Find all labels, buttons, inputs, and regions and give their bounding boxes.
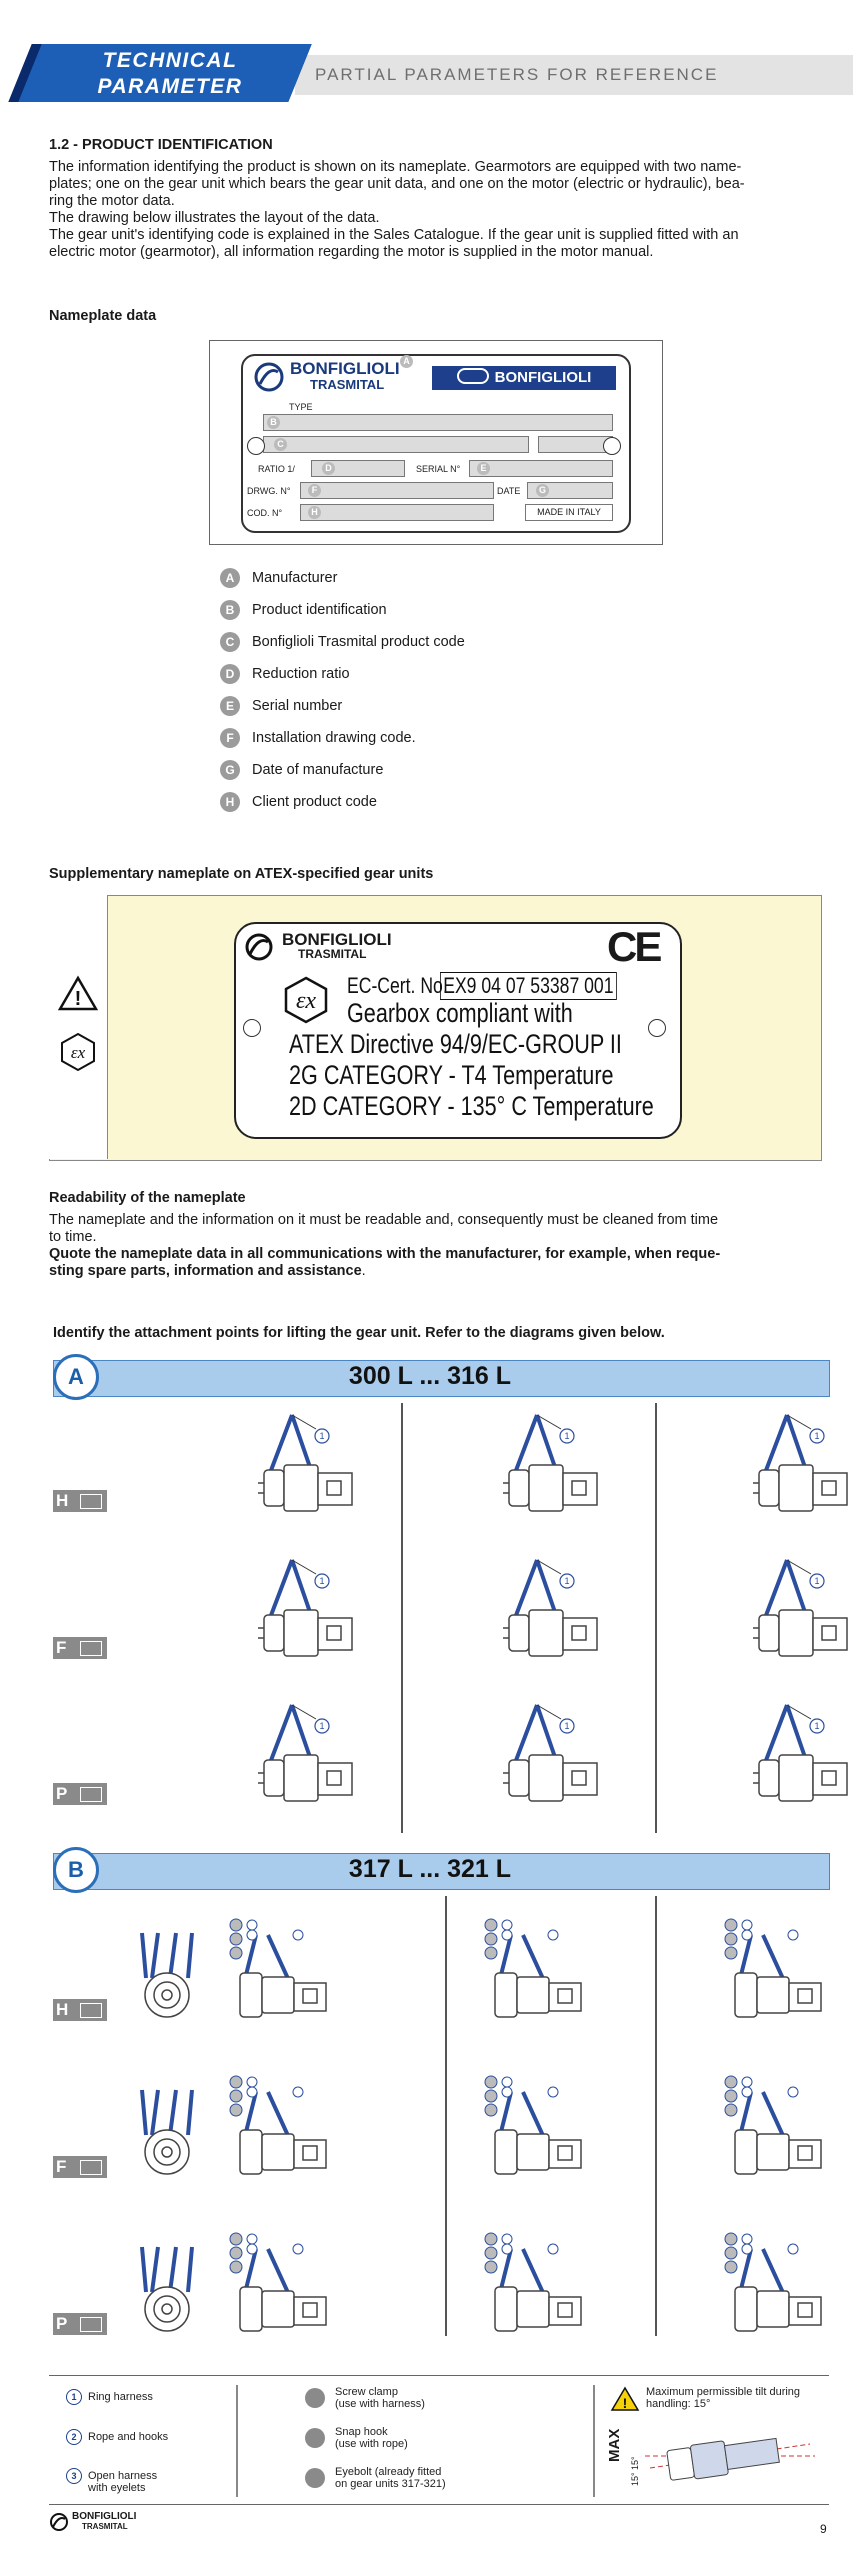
nameplate-letter-a: A (400, 355, 413, 368)
legend-row (220, 754, 465, 786)
identification-line: The gear unit's identifying code is explained in the Sales Catalogue. If the gear unit is supplied fitted with an (49, 227, 739, 243)
legend-badge: B (220, 600, 240, 620)
field-c2 (538, 436, 613, 453)
brand-rings-icon (457, 368, 489, 384)
cert-label: EC-Cert. No. (347, 973, 448, 998)
warning-mark: ! (622, 2395, 628, 2411)
footer-open-line1: Open harness (88, 2470, 158, 2482)
page-number: 9 (820, 2522, 827, 2536)
header-title-line2: PARAMETER (97, 75, 243, 98)
letter-b: B (267, 416, 280, 429)
tilted-gear-icon (640, 2428, 820, 2483)
callout-number: 1 (564, 1431, 570, 1441)
tilt-angle-a: 15° (630, 2456, 640, 2470)
nameplate-brand-text: BONFIGLIOLI (494, 369, 592, 386)
footer-tilt-line2: handling: 15° (646, 2398, 711, 2410)
mounting-hole-left (243, 1019, 261, 1037)
field-f (300, 482, 494, 499)
field-h (300, 504, 494, 521)
section-a-title: 300 L ... 316 L (348, 1362, 512, 1390)
identification-line: plates; one on the gear unit which bears the gear unit data, and one on the motor (electric or hydraulic), bea- (49, 176, 745, 192)
callout-number: 1 (319, 1431, 325, 1441)
gear-diagram-f-3 (753, 1560, 847, 1656)
field-b (263, 414, 613, 431)
readability-bold (49, 1246, 839, 1280)
gear-diagram-f-1 (230, 2076, 326, 2174)
callout-number: 1 (814, 1576, 820, 1586)
gear-diagram-h-1 (230, 1919, 326, 2017)
tilt-angle-b: 15° (630, 2472, 640, 2486)
gear-diagram-h-1 (258, 1415, 352, 1511)
gear-diagram-h-2 (485, 1919, 581, 2017)
mount-letter: P (56, 2314, 68, 2333)
atex-logo-line1: BONFIGLIOLI (282, 930, 392, 949)
ex-mark: εx (295, 988, 317, 1014)
footer-screw-line1: Screw clamp (335, 2386, 398, 2398)
footer-legend-top-rule (49, 2375, 829, 2376)
gear-diagram-f-2 (503, 1560, 597, 1656)
atex-symbol-column (49, 895, 108, 1159)
mount-letter: P (56, 1784, 68, 1803)
gear-front-f (142, 2090, 192, 2174)
letter-g: G (536, 484, 549, 497)
legend-row (220, 626, 465, 658)
identification-text (49, 159, 839, 261)
readability-heading: Readability of the nameplate (49, 1190, 246, 1206)
footer-snap-line2: (use with rope) (335, 2438, 408, 2450)
legend-text: Date of manufacture (252, 762, 384, 778)
warning-mark: ! (74, 988, 82, 1010)
footer-max-tilt (646, 2386, 800, 2410)
footer-open-harness (88, 2470, 157, 2494)
gear-front-h (142, 1933, 192, 2017)
letter-e: E (477, 462, 490, 475)
identification-line: electric motor (gearmotor), all information regarding the motor is supplied in the motor manual. (49, 244, 654, 260)
footer-divider (236, 2385, 238, 2497)
legend-badge: E (220, 696, 240, 716)
callout-number: 1 (814, 1721, 820, 1731)
legend-text: Reduction ratio (252, 666, 350, 682)
gear-diagram-h-3 (753, 1415, 847, 1511)
lifting-instruction: Identify the attachment points for lifting the gear unit. Refer to the diagrams given below. (53, 1325, 665, 1341)
field-e (469, 460, 613, 477)
legend-text: Client product code (252, 794, 377, 810)
atex-logo-line2: TRASMITAL (298, 947, 367, 961)
letter-h: H (308, 506, 321, 519)
mounting-hole-right (603, 437, 621, 455)
atex-line-3: 2G CATEGORY - T4 Temperature (289, 1060, 614, 1090)
legend-text: Product identification (252, 602, 387, 618)
gear-diagram-p-1 (230, 2233, 326, 2331)
gear-diagram-f-3 (725, 2076, 821, 2174)
letter-f: F (308, 484, 321, 497)
warning-triangle-icon (610, 2386, 640, 2412)
ratio-label: RATIO 1/ (258, 464, 295, 474)
legend-row (220, 658, 465, 690)
nameplate-heading: Nameplate data (49, 308, 157, 324)
legend-row (220, 690, 465, 722)
readability-text (49, 1212, 839, 1280)
header-subtitle: PARTIAL PARAMETERS FOR REFERENCE (315, 65, 719, 84)
bonfiglioli-logo-icon (244, 932, 278, 962)
footer-logo-line2: TRASMITAL (82, 2522, 128, 2531)
header-title-line1: TECHNICAL (102, 49, 238, 72)
footer-num-1: 1 (66, 2389, 82, 2405)
date-label: DATE (497, 486, 521, 496)
mount-letter: F (56, 2157, 67, 2176)
ex-hexagon-icon (58, 1032, 98, 1072)
screw-clamp-icon (305, 2388, 325, 2408)
callout-number: 1 (564, 1721, 570, 1731)
identification-line: The information identifying the product is shown on its nameplate. Gearmotors are equipped with two name- (49, 159, 742, 175)
gear-diagram-p-2 (485, 2233, 581, 2331)
made-in-italy-box: MADE IN ITALY (525, 504, 613, 521)
legend-badge: F (220, 728, 240, 748)
footer-logo (72, 2512, 136, 2532)
callout-number: 1 (564, 1576, 570, 1586)
nameplate-legend (220, 562, 465, 818)
readability-period: . (361, 1263, 366, 1279)
gear-diagram-p-1 (258, 1705, 352, 1801)
bonfiglioli-logo-icon (49, 2512, 71, 2532)
ex-mark-small: εx (70, 1043, 86, 1062)
mount-letter: H (56, 2000, 69, 2019)
readability-bold-line: Quote the nameplate data in all communications with the manufacturer, for example, when reque- (49, 1246, 721, 1262)
legend-text: Bonfiglioli Trasmital product code (252, 634, 465, 650)
legend-row (220, 786, 465, 818)
gear-diagram-h-2 (503, 1415, 597, 1511)
gear-diagram-p-2 (503, 1705, 597, 1801)
gear-diagram-p-3 (753, 1705, 847, 1801)
header-title (70, 48, 270, 100)
identification-line: ring the motor data. (49, 193, 175, 209)
readability-line: The nameplate and the information on it must be readable and, consequently must be cleaned from time (49, 1212, 719, 1228)
type-label: TYPE (289, 402, 313, 412)
legend-text: Serial number (252, 698, 343, 714)
nameplate-brand-box (432, 366, 616, 390)
mount-letter: F (56, 1638, 67, 1657)
callout-number: 1 (319, 1576, 325, 1586)
legend-badge: A (220, 568, 240, 588)
footer-eyebolt (335, 2466, 446, 2490)
footer-screw-line2: (use with harness) (335, 2398, 425, 2410)
legend-badge: D (220, 664, 240, 684)
cert-number: EX9 04 07 53387 001 (440, 972, 617, 1000)
gear-diagram-h-3 (725, 1919, 821, 2017)
readability-bold-line2 (49, 1263, 839, 1280)
legend-text: Installation drawing code. (252, 730, 416, 746)
ex-hexagon-icon (282, 976, 330, 1024)
legend-row (220, 722, 465, 754)
nameplate-logo-line1: BONFIGLIOLI (290, 359, 400, 378)
section-b-badge: B (53, 1847, 99, 1893)
footer-tilt-line1: Maximum permissible tilt during (646, 2386, 801, 2398)
identification-heading: 1.2 - PRODUCT IDENTIFICATION (49, 137, 273, 153)
footer-eyebolt-line1: Eyebolt (already fitted (335, 2466, 442, 2478)
readability-line: to time. (49, 1229, 97, 1245)
letter-c: C (274, 438, 287, 451)
legend-badge: H (220, 792, 240, 812)
footer-open-line2: with eyelets (88, 2482, 146, 2494)
callout-number: 1 (319, 1721, 325, 1731)
section-a-diagrams (0, 1400, 853, 1840)
footer-eyebolt-line2: on gear units 317-321) (335, 2478, 446, 2490)
legend-badge: C (220, 632, 240, 652)
footer-rule (49, 2504, 829, 2505)
atex-line-4: 2D CATEGORY - 135° C Temperature (289, 1091, 654, 1121)
footer-num-2: 2 (66, 2429, 82, 2445)
max-label: MAX (606, 2428, 623, 2462)
callout-number: 1 (814, 1431, 820, 1441)
section-a-badge: A (53, 1354, 99, 1400)
legend-row (220, 594, 465, 626)
field-c (263, 436, 529, 453)
gear-diagram-p-3 (725, 2233, 821, 2331)
identification-line: The drawing below illustrates the layout of the data. (49, 210, 380, 226)
gear-front-p (142, 2247, 192, 2331)
atex-line-1: Gearbox compliant with (347, 998, 573, 1028)
atex-line-2: ATEX Directive 94/9/EC-GROUP II (289, 1029, 622, 1059)
legend-text: Manufacturer (252, 570, 338, 586)
footer-logo-line1: BONFIGLIOLI (72, 2511, 137, 2522)
section-b-diagrams (0, 1895, 853, 2340)
snap-hook-icon (305, 2428, 325, 2448)
eyebolt-icon (305, 2468, 325, 2488)
footer-screw-clamp (335, 2386, 425, 2410)
legend-badge: G (220, 760, 240, 780)
footer-snap-line1: Snap hook (335, 2426, 388, 2438)
letter-d: D (322, 462, 335, 475)
mount-letter: H (56, 1491, 69, 1510)
warning-triangle-icon (58, 975, 98, 1011)
nameplate-logo-line2: TRASMITAL (310, 377, 385, 392)
footer-num-3: 3 (66, 2468, 82, 2484)
atex-heading: Supplementary nameplate on ATEX-specified gear units (49, 866, 434, 882)
cod-label: COD. N° (247, 508, 283, 518)
footer-divider (593, 2385, 595, 2497)
ce-mark: CE (607, 923, 660, 970)
footer-rope-hooks: Rope and hooks (88, 2431, 169, 2443)
footer-snap-hook (335, 2426, 408, 2450)
serial-label: SERIAL N° (416, 464, 461, 474)
section-b-title: 317 L ... 321 L (348, 1855, 512, 1883)
drwg-label: DRWG. N° (247, 486, 291, 496)
gear-diagram-f-2 (485, 2076, 581, 2174)
bonfiglioli-logo-icon (254, 362, 288, 392)
legend-row (220, 562, 465, 594)
gear-diagram-f-1 (258, 1560, 352, 1656)
mounting-hole-right (648, 1019, 666, 1037)
footer-ring-harness: Ring harness (88, 2391, 153, 2403)
readability-bold-text: sting spare parts, information and assistance (49, 1263, 362, 1279)
mounting-hole-left (247, 437, 265, 455)
